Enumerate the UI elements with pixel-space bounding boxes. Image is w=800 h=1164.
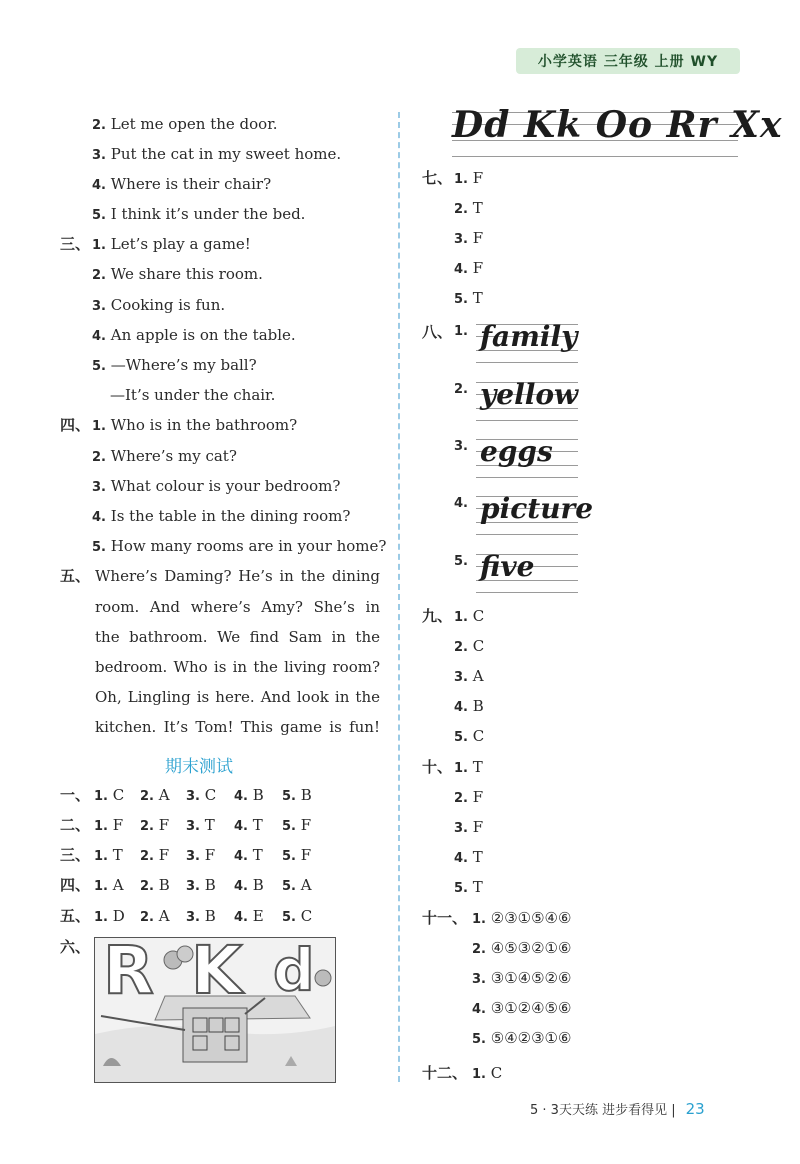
- answer-item: 5. A: [282, 876, 312, 894]
- list-item: 5. How many rooms are in your home?: [92, 537, 387, 555]
- answer-item: 1. F: [94, 816, 124, 834]
- paragraph-line: Where’s Daming? He’s in the dining: [95, 567, 380, 585]
- list-item: 3. What colour is your bedroom?: [92, 477, 341, 495]
- section-label: 九、: [422, 607, 453, 625]
- answer-item: 1. D: [94, 907, 125, 925]
- section-label: 七、: [422, 169, 453, 187]
- list-item: 1. Who is in the bathroom?: [92, 416, 298, 434]
- answer-item: 4. B: [234, 786, 264, 804]
- answer-item: 1. T: [454, 758, 483, 776]
- answer-item: 3. B: [186, 876, 216, 894]
- item-number: 2.: [454, 382, 468, 397]
- section-label: 五、: [60, 907, 91, 925]
- answer-item: 2. A: [140, 786, 170, 804]
- answer-item: 1. C: [94, 786, 125, 804]
- answer-item: 3. F: [454, 229, 484, 247]
- letter-maze-picture: [94, 937, 336, 1083]
- answer-item: 2. C: [454, 637, 485, 655]
- maze-letter: R: [103, 937, 154, 1009]
- paragraph-line: bedroom. Who is in the living room?: [95, 658, 380, 676]
- answer-item: 5. ⑤④②③①⑥: [472, 1029, 572, 1047]
- list-item: 5. —Where’s my ball?: [92, 356, 257, 374]
- section-label: 十二、: [422, 1064, 468, 1082]
- page-number: 23: [685, 1100, 705, 1118]
- list-item-continuation: —It’s under the chair.: [110, 386, 276, 404]
- list-item: 4. An apple is on the table.: [92, 326, 296, 344]
- answer-item: 1. C: [454, 607, 485, 625]
- answer-item: 3. F: [186, 846, 216, 864]
- answer-item: 4. F: [454, 259, 484, 277]
- answer-item: 2. F: [454, 788, 484, 806]
- answer-item: 5. B: [282, 786, 312, 804]
- list-item: 3. Put the cat in my sweet home.: [92, 145, 342, 163]
- list-item: 2. Let me open the door.: [92, 115, 278, 133]
- paragraph-line: the bathroom. We find Sam in the: [95, 628, 380, 646]
- answer-item: 2. ④⑤③②①⑥: [472, 939, 572, 957]
- section-label: 二、: [60, 816, 91, 834]
- section-label: 四、: [60, 416, 91, 434]
- answer-item: 1. A: [94, 876, 124, 894]
- answer-item: 3. A: [454, 667, 484, 685]
- answer-item: 3. F: [454, 818, 484, 836]
- handwritten-word: picture: [480, 492, 594, 525]
- header-badge: 小学英语 三年级 上册 WY: [516, 48, 740, 74]
- section-subtitle: 期末测试: [165, 757, 233, 777]
- answer-item: 4. T: [234, 816, 263, 834]
- answer-item: 1. ②③①⑤④⑥: [472, 909, 572, 927]
- answer-item: 4. T: [454, 848, 483, 866]
- answer-item: 5. T: [454, 878, 483, 896]
- answer-item: 2. T: [454, 199, 483, 217]
- item-number: 1.: [454, 324, 468, 339]
- handwritten-word: yellow: [480, 378, 579, 411]
- section-label: 十一、: [422, 909, 468, 927]
- column-divider: [398, 112, 400, 1082]
- maze-letter: d: [273, 937, 315, 1004]
- answer-item: 1. T: [94, 846, 123, 864]
- answer-item: 5. T: [454, 289, 483, 307]
- item-number: 3.: [454, 439, 468, 454]
- answer-item: 2. F: [140, 816, 170, 834]
- answer-item: 4. B: [454, 697, 484, 715]
- paragraph-line: Oh, Lingling is here. And look in the: [95, 688, 380, 706]
- list-item: 2. Where’s my cat?: [92, 447, 237, 465]
- section-label: 十、: [422, 758, 453, 776]
- answer-item: 4. B: [234, 876, 264, 894]
- answer-item: 3. B: [186, 907, 216, 925]
- cursive-letters: Dd Kk Oo Rr Xx: [452, 104, 783, 146]
- answer-item: 3. C: [186, 786, 217, 804]
- list-item: 4. Is the table in the dining room?: [92, 507, 351, 525]
- list-item: 4. Where is their chair?: [92, 175, 272, 193]
- list-item: 5. I think it’s under the bed.: [92, 205, 306, 223]
- paragraph-line: kitchen. It’s Tom! This game is fun!: [95, 718, 380, 736]
- answer-item: 1. F: [454, 169, 484, 187]
- answer-item: 2. A: [140, 907, 170, 925]
- answer-item: 1. C: [472, 1064, 503, 1082]
- item-number: 5.: [454, 554, 468, 569]
- list-item: 3. Cooking is fun.: [92, 296, 226, 314]
- answer-item: 5. F: [282, 846, 312, 864]
- list-item: 1. Let’s play a game!: [92, 235, 251, 253]
- footer: 5 · 3天天练 进步看得见 | 23: [530, 1100, 705, 1118]
- answer-item: 4. ③①②④⑤⑥: [472, 999, 572, 1017]
- paragraph-line: room. And where’s Amy? She’s in: [95, 598, 380, 616]
- item-number: 4.: [454, 496, 468, 511]
- answer-item: 3. ③①④⑤②⑥: [472, 969, 572, 987]
- handwritten-word: eggs: [480, 435, 553, 468]
- section-label: 四、: [60, 876, 91, 894]
- list-item: 2. We share this room.: [92, 265, 263, 283]
- section-label: 一、: [60, 786, 91, 804]
- answer-item: 5. F: [282, 816, 312, 834]
- answer-item: 4. T: [234, 846, 263, 864]
- answer-item: 5. C: [282, 907, 313, 925]
- answer-item: 2. B: [140, 876, 170, 894]
- maze-letter: K: [191, 937, 243, 1009]
- answer-item: 4. E: [234, 907, 264, 925]
- section-label: 六、: [60, 938, 91, 956]
- answer-item: 3. T: [186, 816, 215, 834]
- answer-item: 2. F: [140, 846, 170, 864]
- handwritten-word: family: [480, 320, 578, 353]
- section-label: 三、: [60, 846, 91, 864]
- handwritten-word: five: [480, 550, 535, 583]
- answer-item: 5. C: [454, 727, 485, 745]
- section-label: 八、: [422, 323, 453, 341]
- section-label: 五、: [60, 567, 91, 585]
- section-label: 三、: [60, 235, 91, 253]
